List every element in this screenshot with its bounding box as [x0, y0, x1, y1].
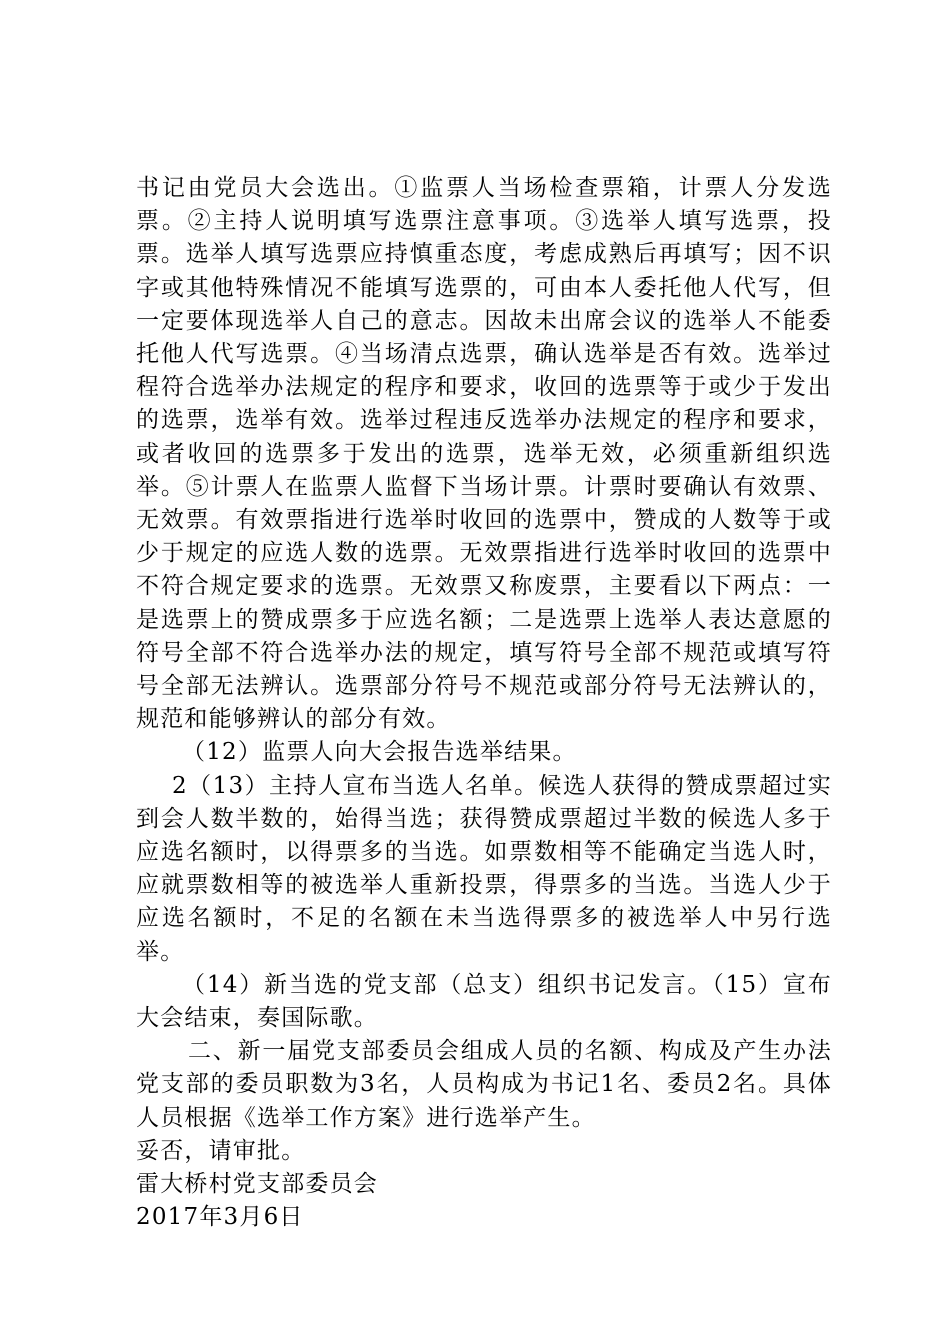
paragraph-item-13: 2（13）主持人宣布当选人名单。候选人获得的赞成票超过实到会人数半数的，始得当选；获得赞成票超过半数的候选人多于应选名额时，以得票多的当选。如票数相等不能确定当选人时，应就票数相等的被选举人重新投票，得票多的当选。当选人少于应选名额时，不足的名额在未当选得票多的被选举人中另行选举。 [136, 772, 832, 965]
paragraph-voting-procedure: 书记由党员大会选出。①监票人当场检查票箱，计票人分发选票。②主持人说明填写选票注意事项。③选举人填写选票，投票。选举人填写选票应持慎重态度，考虑成熟后再填写；因不识字或其他特殊情况不能填写选票的，可由本人委托他人代写，但一定要体现选举人自己的意志。因故未出席会议的选举人不能委托他人代写选票。④当场清点选票，确认选举是否有效。选举过程符合选举办法规定的程序和要求，收回的选票等于或少于发出的选票，选举有效。选举过程违反选举办法规定的程序和要求，或者收回的选票多于发出的选票，选举无效，必须重新组织选举。⑤计票人在监票人监督下当场计票。计票时要确认有效票、无效票。有效票指进行选举时收回的选票中，赞成的人数等于或少于规定的应选人数的选票。无效票指进行选举时收回的选票中不符合规定要求的选票。无效票又称废票，主要看以下两点：一是选票上的赞成票多于应选名额；二是选票上选举人表达意愿的符号全部不符合选举办法的规定，填写符号全部不规范或填写符号全部无法辨认。选票部分符号不规范或部分符号无法辨认的，规范和能够辨认的部分有效。 [136, 175, 832, 733]
paragraph-item-14-15: （14）新当选的党支部（总支）组织书记发言。（15）宣布大会结束，奏国际歌。 [136, 971, 832, 1032]
document-body [136, 172, 832, 1235]
closing-date: 2017年3月6日 [136, 1204, 304, 1231]
closing-organization: 雷大桥村党支部委员会 [136, 1171, 378, 1198]
paragraph-item-12: （12）监票人向大会报告选举结果。 [182, 739, 577, 766]
closing-request: 妥否，请审批。 [136, 1137, 306, 1164]
paragraph-section-two: 二、新一届党支部委员会组成人员的名额、构成及产生办法党支部的委员职数为3名，人员构成为书记1名、委员2名。具体人员根据《选举工作方案》进行选举产生。 [136, 1038, 832, 1131]
